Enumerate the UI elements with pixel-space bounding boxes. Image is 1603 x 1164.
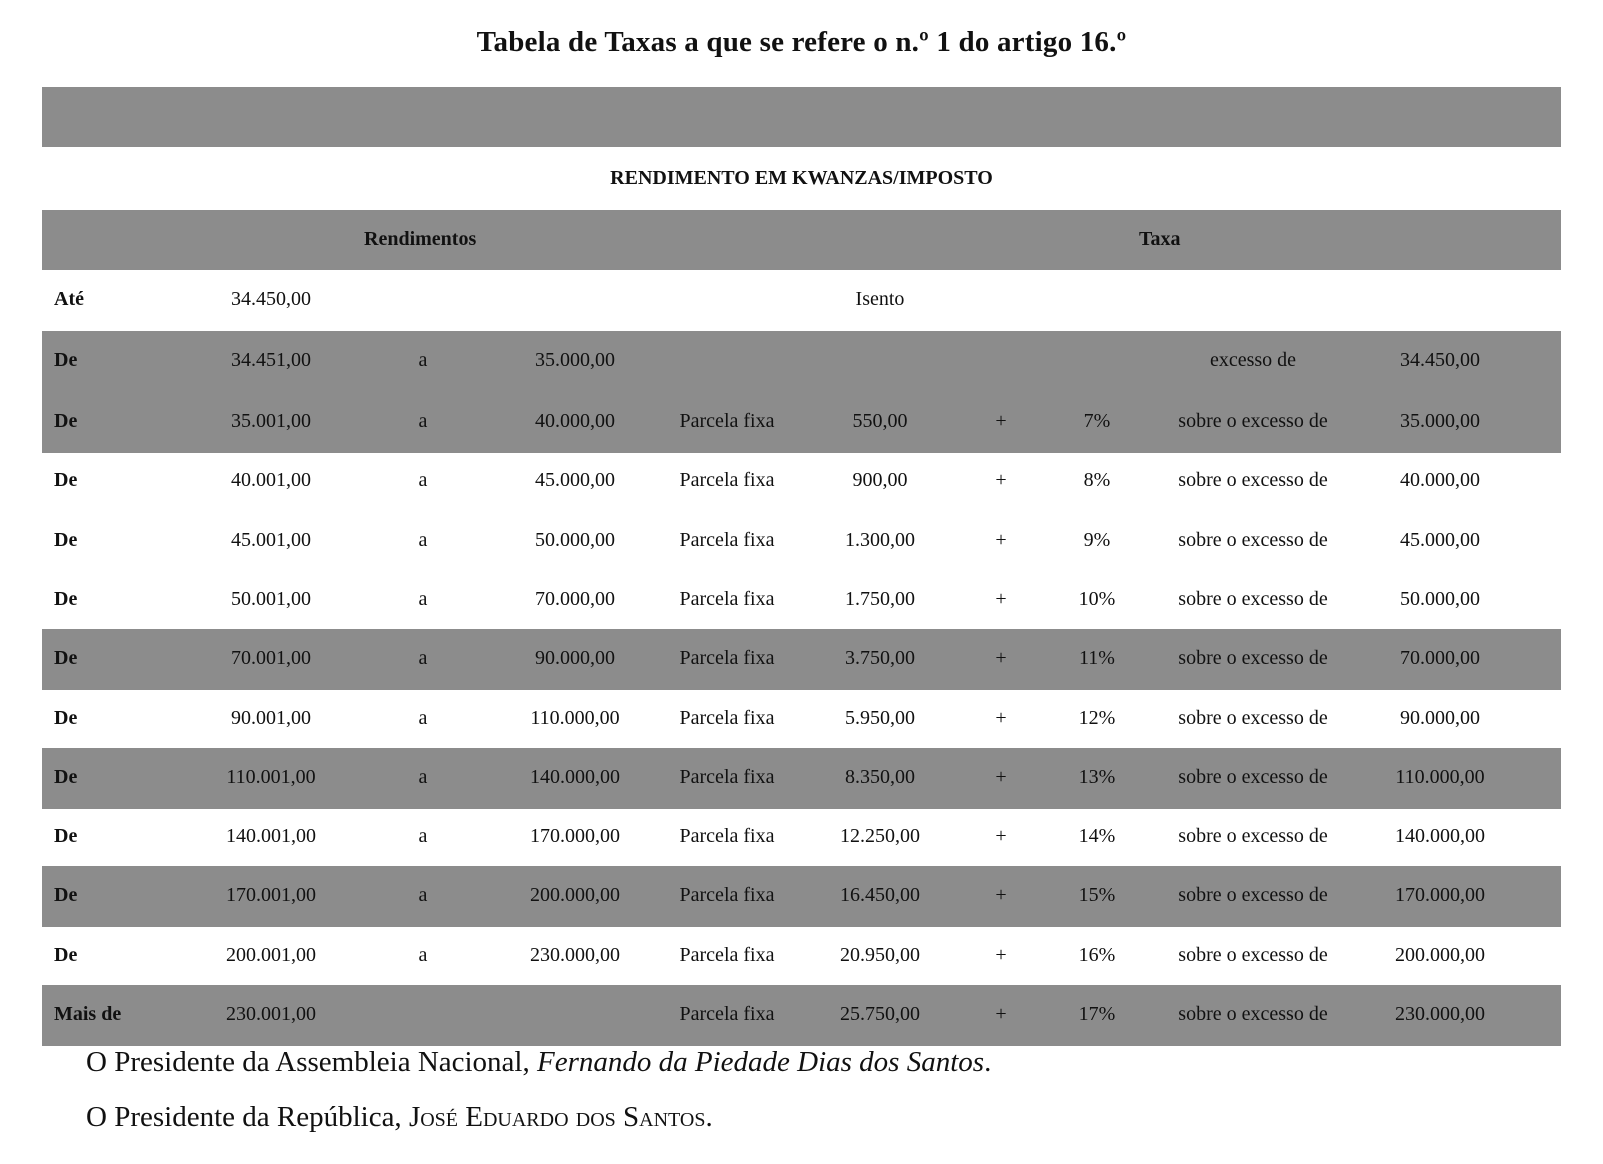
row-label: De: [54, 706, 78, 729]
column-header-row: [42, 210, 1561, 270]
row-fixed-label: Parcela fixa: [679, 765, 775, 788]
row-from: 140.001,00: [226, 825, 316, 848]
row-plus: +: [995, 884, 1007, 907]
row-exempt-rate: Isento: [855, 288, 905, 310]
row-to: 140.000,00: [530, 765, 620, 788]
row-from: 110.001,00: [226, 765, 316, 788]
row-rate: 9%: [1083, 528, 1111, 551]
row-rate: 16%: [1078, 943, 1116, 966]
row-to: 35.000,00: [535, 349, 615, 371]
row-excess: 110.000,00: [1395, 765, 1485, 788]
row-sep: a: [418, 943, 428, 966]
row-excess-text: sobre o excesso de: [1178, 765, 1328, 788]
header-taxa: Taxa: [1139, 228, 1181, 250]
table-row-exempt: [42, 270, 1561, 331]
row-to: 230.000,00: [530, 943, 620, 966]
row-sep: a: [418, 706, 428, 729]
row-fixed: 16.450,00: [840, 884, 920, 907]
table-row: [42, 629, 1561, 690]
row-from: 70.001,00: [231, 647, 311, 670]
row-excess: 200.000,00: [1395, 943, 1485, 966]
row-excess: 170.000,00: [1395, 884, 1485, 907]
row-sep: a: [418, 528, 428, 551]
row-plus: +: [995, 587, 1007, 610]
row-to: 170.000,00: [530, 825, 620, 848]
row-fixed-label: Parcela fixa: [679, 469, 775, 492]
page-title: Tabela de Taxas a que se refere o n.º 1 do artigo 16.º: [476, 26, 1127, 58]
row-from: 230.001,00: [226, 1003, 316, 1025]
row-excess-text: sobre o excesso de: [1178, 943, 1328, 966]
row-excess: 90.000,00: [1400, 706, 1480, 729]
row-fixed: 20.950,00: [840, 943, 920, 966]
table-row: [42, 570, 1561, 631]
row-excess: 34.450,00: [1400, 349, 1480, 371]
row-sep: a: [418, 410, 428, 432]
signature-assembly-name: Fernando da Piedade Dias dos Santos: [537, 1046, 985, 1078]
row-to: 70.000,00: [535, 587, 615, 610]
row-rate: 14%: [1078, 825, 1116, 848]
row-label: De: [54, 587, 78, 610]
row-from: 90.001,00: [231, 706, 311, 729]
row-to: 40.000,00: [535, 410, 615, 432]
row-fixed-label: Parcela fixa: [679, 410, 775, 432]
row-excess: 50.000,00: [1400, 587, 1480, 610]
row-fixed: 900,00: [852, 469, 908, 492]
row-excess: 40.000,00: [1400, 469, 1480, 492]
row-to: 50.000,00: [535, 528, 615, 551]
table-row: [42, 985, 1561, 1046]
row-from: 45.001,00: [231, 528, 311, 551]
row-plus: +: [995, 825, 1007, 848]
table-row: [42, 451, 1561, 512]
row-sep: a: [418, 349, 428, 371]
table-row: [42, 866, 1561, 927]
row-plus: +: [995, 528, 1007, 551]
row-label: Mais de: [54, 1003, 122, 1025]
row-plus: +: [995, 706, 1007, 729]
row-excess-text: sobre o excesso de: [1178, 884, 1328, 907]
row-fixed-label: Parcela fixa: [679, 825, 775, 848]
row-plus: +: [995, 647, 1007, 670]
row-excess: 45.000,00: [1400, 528, 1480, 551]
row-fixed-label: Parcela fixa: [679, 1003, 775, 1025]
row-from: 35.001,00: [231, 410, 311, 432]
row-excess-text: sobre o excesso de: [1178, 825, 1328, 848]
row-from: 40.001,00: [231, 469, 311, 492]
row-to: 90.000,00: [535, 647, 615, 670]
row-rate: 8%: [1083, 469, 1111, 492]
row-label: De: [54, 528, 78, 551]
row-rate: 17%: [1078, 1003, 1116, 1025]
row-label: De: [54, 765, 78, 788]
row-rate: 7%: [1083, 410, 1111, 432]
row-fixed: 12.250,00: [840, 825, 920, 848]
row-to: 110.000,00: [530, 706, 620, 729]
row-plus: +: [995, 1003, 1007, 1025]
row-excess: 35.000,00: [1400, 410, 1480, 432]
row-to: 45.000,00: [535, 469, 615, 492]
row-label: De: [54, 647, 78, 670]
row-to: 200.000,00: [530, 884, 620, 907]
row-fixed: 3.750,00: [845, 647, 915, 670]
row-fixed: 5.950,00: [845, 706, 915, 729]
row-plus: +: [995, 410, 1007, 432]
row-from: 170.001,00: [226, 884, 316, 907]
header-rendimentos: Rendimentos: [364, 228, 477, 250]
row-label: De: [54, 884, 78, 907]
row-excess-text: sobre o excesso de: [1178, 706, 1328, 729]
row-fixed-label: Parcela fixa: [679, 647, 775, 670]
table-row: [42, 807, 1561, 868]
row-excess-text: sobre o excesso de: [1178, 528, 1328, 551]
row-excess-text: sobre o excesso de: [1178, 587, 1328, 610]
row-excess: 140.000,00: [1395, 825, 1485, 848]
header-band: [42, 87, 1561, 147]
row-rate: 13%: [1078, 765, 1116, 788]
table-row: [42, 689, 1561, 750]
row-fixed: 1.750,00: [845, 587, 915, 610]
row-excess: 70.000,00: [1400, 647, 1480, 670]
signature-republic-prefix: O Presidente da República,: [86, 1101, 402, 1133]
row-sep: a: [418, 587, 428, 610]
row-fixed: 1.300,00: [845, 528, 915, 551]
table-row: [42, 748, 1561, 809]
row-plus: +: [995, 765, 1007, 788]
row-excess-text: sobre o excesso de: [1178, 469, 1328, 492]
row-plus: +: [995, 469, 1007, 492]
row-fixed-label: Parcela fixa: [679, 528, 775, 551]
row-plus: +: [995, 943, 1007, 966]
signature-republic: O Presidente da República, José Eduardo dos Santos.: [86, 1101, 713, 1133]
row-sep: a: [418, 884, 428, 907]
table-row: [42, 926, 1561, 987]
row-label: De: [54, 943, 78, 966]
row-excess-text: excesso de: [1209, 349, 1297, 371]
signature-assembly-prefix: O Presidente da Assembleia Nacional,: [86, 1046, 530, 1078]
row-label: De: [54, 410, 78, 432]
row-fixed: 25.750,00: [840, 1003, 920, 1025]
row-fixed-label: Parcela fixa: [679, 587, 775, 610]
row-from: 34.450,00: [231, 288, 311, 310]
signature-assembly: O Presidente da Assembleia Nacional, Fernando da Piedade Dias dos Santos.: [86, 1046, 992, 1078]
row-sep: a: [418, 469, 428, 492]
row-label: De: [54, 825, 78, 848]
table-subtitle: RENDIMENTO EM KWANZAS/IMPOSTO: [610, 167, 993, 189]
row-sep: a: [418, 825, 428, 848]
row-from: 200.001,00: [226, 943, 316, 966]
row-fixed: 550,00: [852, 410, 908, 432]
row-from: 34.451,00: [231, 349, 311, 371]
table-row: [42, 511, 1561, 572]
row-excess: 230.000,00: [1395, 1003, 1485, 1025]
row-label: Até: [54, 288, 84, 310]
table-row: [42, 392, 1561, 453]
row-fixed-label: Parcela fixa: [679, 943, 775, 966]
row-excess-text: sobre o excesso de: [1178, 647, 1328, 670]
row-excess-text: sobre o excesso de: [1178, 1003, 1328, 1025]
row-label: De: [54, 469, 78, 492]
row-label: De: [54, 349, 78, 371]
row-from: 50.001,00: [231, 587, 311, 610]
row-sep: a: [418, 765, 428, 788]
signature-republic-name: José Eduardo dos Santos: [408, 1101, 706, 1133]
row-rate: 11%: [1079, 647, 1115, 670]
row-excess-text: sobre o excesso de: [1178, 410, 1328, 432]
row-sep: a: [418, 647, 428, 670]
row-fixed: 8.350,00: [845, 765, 915, 788]
row-fixed-label: Parcela fixa: [679, 706, 775, 729]
row-rate: 15%: [1078, 884, 1116, 907]
row-rate: 10%: [1078, 587, 1116, 610]
row-rate: 12%: [1078, 706, 1116, 729]
table-row-first-bracket: [42, 331, 1561, 392]
row-fixed-label: Parcela fixa: [679, 884, 775, 907]
